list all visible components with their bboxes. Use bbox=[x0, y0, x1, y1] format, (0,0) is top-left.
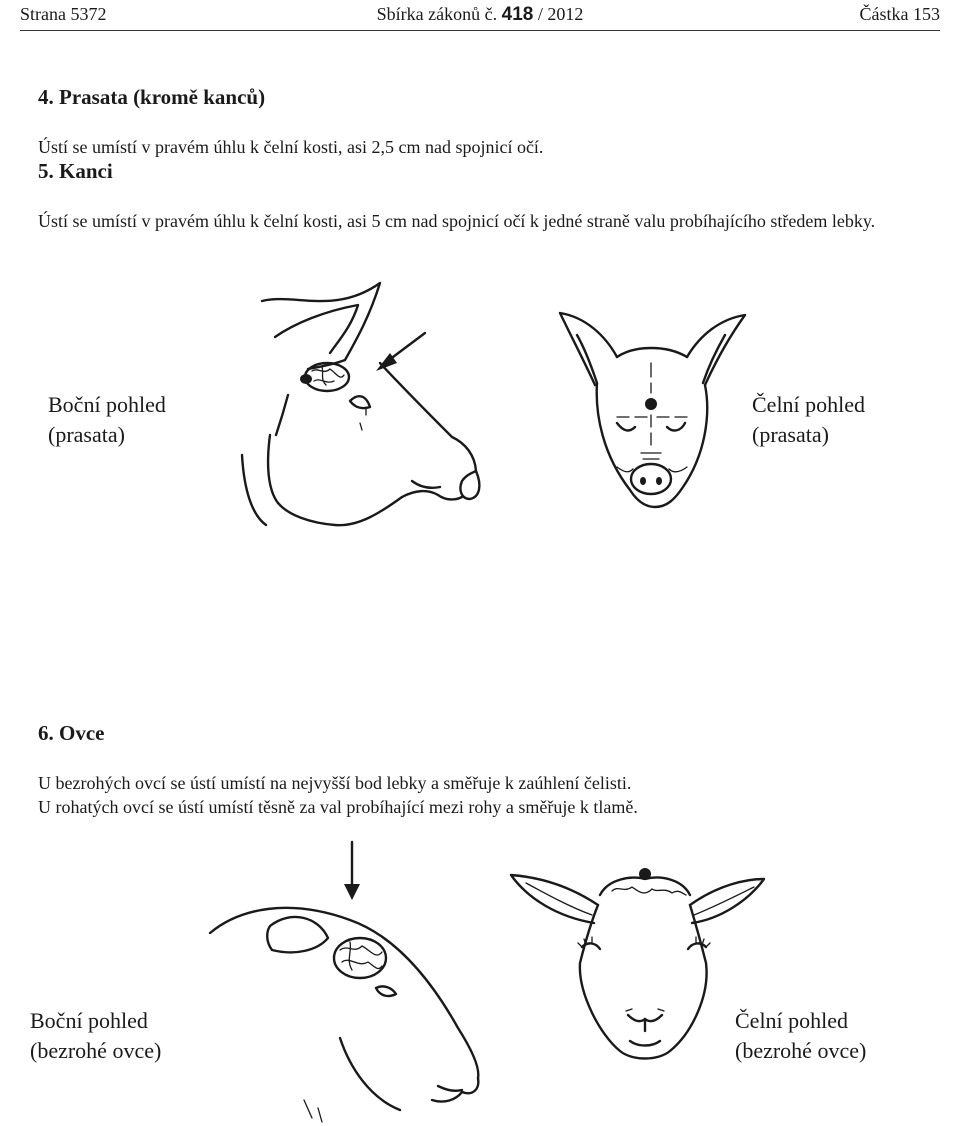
section-heading-boars: 5. Kanci bbox=[38, 159, 113, 183]
sheep-front-illustration bbox=[508, 865, 768, 1065]
pig-side-caption-line1: Boční pohled bbox=[48, 392, 166, 417]
section-heading-sheep: 6. Ovce bbox=[38, 721, 105, 745]
sheep-side-illustration bbox=[200, 838, 500, 1124]
page-number: Strana 5372 bbox=[20, 4, 107, 24]
section-text-sheep-2: U rohatých ovcí se ústí umístí těsně za val probíhající mezi rohy a směřuje k tlamě. bbox=[38, 797, 638, 817]
law-number: 418 bbox=[501, 4, 534, 25]
section-heading-pigs: 4. Prasata (kromě kanců) bbox=[38, 85, 266, 109]
section-text-boars: Ústí se umístí v pravém úhlu k čelní kosti, asi 5 cm nad spojnicí očí k jedné straně valu probíhajícího středem lebky. bbox=[38, 211, 876, 231]
pig-front-caption-line1: Čelní pohled bbox=[752, 392, 866, 417]
collection-title bbox=[20, 4, 940, 26]
section-text-pigs: Ústí se umístí v pravém úhlu k čelní kosti, asi 2,5 cm nad spojnicí očí. bbox=[38, 137, 544, 157]
pig-front-illustration bbox=[555, 305, 755, 515]
law-year: / 2012 bbox=[533, 4, 584, 24]
section-text-sheep-1: U bezrohých ovcí se ústí umístí na nejvyšší bod lebky a směřuje k zaúhlení čelisti. bbox=[38, 773, 632, 793]
pig-front-caption-line2: (prasata) bbox=[752, 422, 829, 447]
sheep-side-caption-line2: (bezrohé ovce) bbox=[30, 1038, 162, 1063]
sheep-side-caption bbox=[30, 1006, 161, 1066]
pig-side-caption-line2: (prasata) bbox=[48, 422, 125, 447]
sheep-side-caption-line1: Boční pohled bbox=[30, 1008, 148, 1033]
pig-front-caption bbox=[752, 390, 865, 450]
pig-side-caption bbox=[48, 390, 166, 450]
sheep-front-caption-line1: Čelní pohled bbox=[735, 1008, 849, 1033]
page-header bbox=[20, 4, 940, 31]
collection-prefix: Sbírka zákonů č. bbox=[376, 4, 498, 24]
pig-side-illustration bbox=[240, 275, 500, 545]
part-number: Částka 153 bbox=[859, 4, 940, 24]
sheep-front-caption-line2: (bezrohé ovce) bbox=[735, 1038, 867, 1063]
